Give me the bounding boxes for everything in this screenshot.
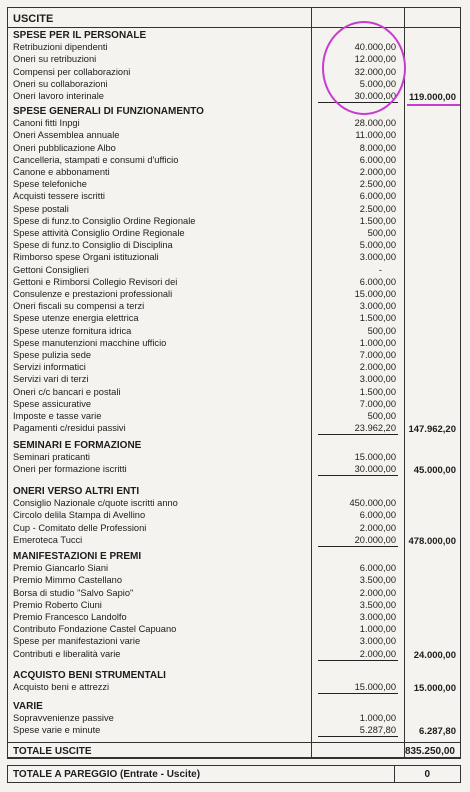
column-divider-items	[311, 8, 312, 757]
expense-item-label: Spese attività Consiglio Ordine Regionale	[13, 228, 185, 238]
expense-item-label: Circolo delila Stampa di Avellino	[13, 510, 146, 521]
highlight-circle	[322, 21, 406, 115]
expense-item-label: Consiglio Nazionale c/quote iscritti anno	[13, 498, 178, 509]
expense-item-amount: 3.000,00	[359, 374, 396, 385]
totale-pareggio-value: 0	[424, 769, 430, 780]
expense-item-label: Cancelleria, stampati e consumi d'ufficio	[13, 154, 179, 165]
expense-item-amount: 5.000,00	[359, 240, 396, 251]
expense-item-amount: 3.000,00	[359, 252, 396, 263]
expense-item-amount: 500,00	[367, 228, 396, 238]
expense-item-amount: 3.000,00	[359, 612, 396, 622]
expense-item-amount: 15.000,00	[354, 289, 396, 299]
expense-item-label: Spese per manifestazioni varie	[13, 636, 141, 647]
expense-item-label: Contributi e liberalità varie	[13, 648, 121, 659]
highlight-underline	[407, 104, 460, 106]
expense-item-label: Oneri c/c bancari e postali	[13, 386, 121, 397]
section-header: SPESE GENERALI DI FUNZIONAMENTO	[13, 106, 204, 117]
section-header: VARIE	[13, 701, 43, 712]
expense-item-amount: 3.500,00	[359, 575, 396, 586]
totale-uscite-label: TOTALE USCITE	[13, 746, 92, 757]
expense-item-label: Spese varie e minute	[13, 725, 101, 736]
sheet-title: USCITE	[8, 8, 460, 28]
expense-item-amount: 20.000,00	[354, 534, 396, 545]
expense-item-amount: 40.000,00	[354, 42, 396, 53]
expense-item-label: Servizi vari di terzi	[13, 374, 89, 385]
section-total: 147.962,20	[408, 424, 456, 436]
expense-item-label: Oneri su collaborazioni	[13, 78, 108, 89]
section-header: SPESE PER IL PERSONALE	[13, 30, 147, 41]
expense-item-amount: 6.000,00	[359, 154, 396, 165]
expense-item-amount: 15.000,00	[354, 682, 396, 693]
section-total: 24.000,00	[413, 649, 456, 661]
expense-item-amount: -	[378, 264, 382, 275]
expense-item-label: Oneri lavoro interinale	[13, 91, 104, 101]
expense-item-label: Compensi per collaborazioni	[13, 66, 131, 77]
expense-item-amount: 2.500,00	[359, 179, 396, 190]
expense-item-amount: 2.000,00	[359, 167, 396, 177]
expense-item-amount: 30.000,00	[354, 464, 396, 475]
expense-item-label: Canone e abbonamenti	[13, 167, 110, 177]
expense-item-amount: 30.000,00	[354, 91, 396, 101]
section-total: 45.000,00	[413, 465, 456, 477]
expense-item-amount: 7.000,00	[359, 398, 396, 409]
section-total: 6.287,80	[419, 726, 456, 738]
expense-item-amount: 1.500,00	[359, 386, 396, 397]
expense-item-label: Spese utenze energia elettrica	[13, 313, 139, 324]
section-header: ONERI VERSO ALTRI ENTI	[13, 486, 140, 497]
expense-item-label: Gettoni e Rimborsi Collegio Revisori dei	[13, 276, 178, 287]
expense-item-amount: 3.500,00	[359, 599, 396, 610]
expense-item-amount: 7.000,00	[359, 350, 396, 360]
expense-item-amount: 1.000,00	[359, 713, 396, 724]
section-header: MANIFESTAZIONI E PREMI	[13, 551, 142, 562]
expense-item-amount: 2.000,00	[359, 648, 396, 659]
column-divider-totals	[404, 8, 405, 757]
expense-item-label: Spese utenze fornitura idrica	[13, 325, 132, 336]
expense-item-amount: 500,00	[367, 325, 396, 336]
expense-item-amount: 1.000,00	[359, 337, 396, 348]
expense-item-amount: 28.000,00	[354, 118, 396, 129]
expense-item-label: Premio Roberto Ciuni	[13, 599, 102, 610]
expense-item-label: Spese assicurative	[13, 398, 92, 409]
expense-item-label: Premio Mimmo Castellano	[13, 575, 123, 586]
expense-item-label: Premio Francesco Landolfo	[13, 612, 127, 622]
expense-item-label: Borsa di studio "Salvo Sapio"	[13, 587, 134, 598]
section-header: ACQUISTO BENI STRUMENTALI	[13, 670, 166, 681]
expense-item-label: Spese manutenzioni macchine ufficio	[13, 337, 167, 348]
expense-item-amount: 6.000,00	[359, 276, 396, 287]
expense-item-label: Emeroteca Tucci	[13, 534, 83, 545]
expense-item-label: Spese postali	[13, 203, 69, 214]
section-header: SEMINARI E FORMAZIONE	[13, 440, 142, 451]
expense-item-label: Oneri Assemblea annuale	[13, 130, 120, 141]
expense-item-label: Rimborso spese Organi istituzionali	[13, 252, 159, 263]
expense-item-amount: 5.000,00	[359, 78, 396, 89]
expense-item-amount: 3.000,00	[359, 636, 396, 647]
expense-item-amount: 6.000,00	[359, 191, 396, 202]
section-total: 119.000,00	[408, 92, 456, 103]
expense-item-amount: 2.000,00	[359, 587, 396, 598]
expense-item-label: Pagamenti c/residui passivi	[13, 423, 126, 434]
expense-item-label: Oneri fiscali su compensi a terzi	[13, 301, 145, 312]
expense-item-label: Oneri pubblicazione Albo	[13, 142, 116, 153]
expense-item-label: Contributo Fondazione Castel Capuano	[13, 624, 177, 635]
expense-item-amount: 2.000,00	[359, 362, 396, 373]
expense-item-amount: 6.000,00	[359, 563, 396, 574]
expense-item-amount: 500,00	[367, 411, 396, 421]
expense-item-amount: 23.962,20	[354, 423, 396, 434]
expense-item-amount: 1.000,00	[359, 624, 396, 635]
expense-item-amount: 450.000,00	[349, 498, 396, 509]
expense-item-amount: 15.000,00	[354, 452, 396, 463]
expense-item-label: Gettoni Consiglieri	[13, 264, 89, 275]
totale-uscite-row	[7, 742, 461, 759]
expense-sheet	[7, 7, 461, 758]
expense-item-amount: 6.000,00	[359, 510, 396, 521]
expense-item-label: Premio Giancarlo Siani	[13, 563, 109, 574]
expense-item-label: Acquisti tessere iscritti	[13, 191, 105, 202]
expense-item-label: Retribuzioni dipendenti	[13, 42, 108, 53]
expense-item-label: Sopravvenienze passive	[13, 713, 114, 724]
totale-pareggio-row	[7, 765, 461, 783]
expense-item-amount: 32.000,00	[354, 66, 396, 77]
expense-item-amount: 2.000,00	[359, 522, 396, 533]
totale-pareggio-divider	[394, 766, 395, 782]
expense-item-label: Servizi informatici	[13, 362, 86, 373]
expense-item-label: Spese telefoniche	[13, 179, 87, 190]
expense-item-label: Consulenze e prestazioni professionali	[13, 289, 173, 299]
expense-item-label: Imposte e tasse varie	[13, 411, 102, 421]
expense-item-label: Spese di funz.to Consiglio Ordine Regionale	[13, 215, 196, 226]
section-total: 15.000,00	[413, 683, 456, 695]
totale-uscite-value: 835.250,00	[404, 746, 455, 757]
expense-item-label: Oneri su retribuzioni	[13, 54, 97, 65]
expense-item-amount: 11.000,00	[355, 130, 396, 141]
expense-item-label: Oneri per formazione iscritti	[13, 464, 127, 475]
expense-item-amount: 1.500,00	[359, 215, 396, 226]
expense-item-label: Seminari praticanti	[13, 452, 90, 463]
expense-item-amount: 8.000,00	[359, 142, 396, 153]
expense-item-amount: 1.500,00	[359, 313, 396, 324]
expense-item-label: Cup - Comitato delle Professioni	[13, 522, 147, 533]
expense-item-label: Spese di funz.to Consiglio di Disciplina	[13, 240, 173, 251]
expense-item-label: Spese pulizia sede	[13, 350, 92, 360]
section-total: 478.000,00	[408, 535, 456, 547]
expense-item-amount: 2.500,00	[359, 203, 396, 214]
totale-pareggio-label: TOTALE A PAREGGIO (Entrate - Uscite)	[13, 769, 201, 780]
expense-item-amount: 3.000,00	[359, 301, 396, 312]
expense-item-amount: 12.000,00	[354, 54, 396, 65]
expense-item-amount: 5.287,80	[359, 725, 396, 736]
expense-item-label: Acquisto beni e attrezzi	[13, 682, 110, 693]
expense-item-label: Canoni fitti Inpgi	[13, 118, 80, 129]
